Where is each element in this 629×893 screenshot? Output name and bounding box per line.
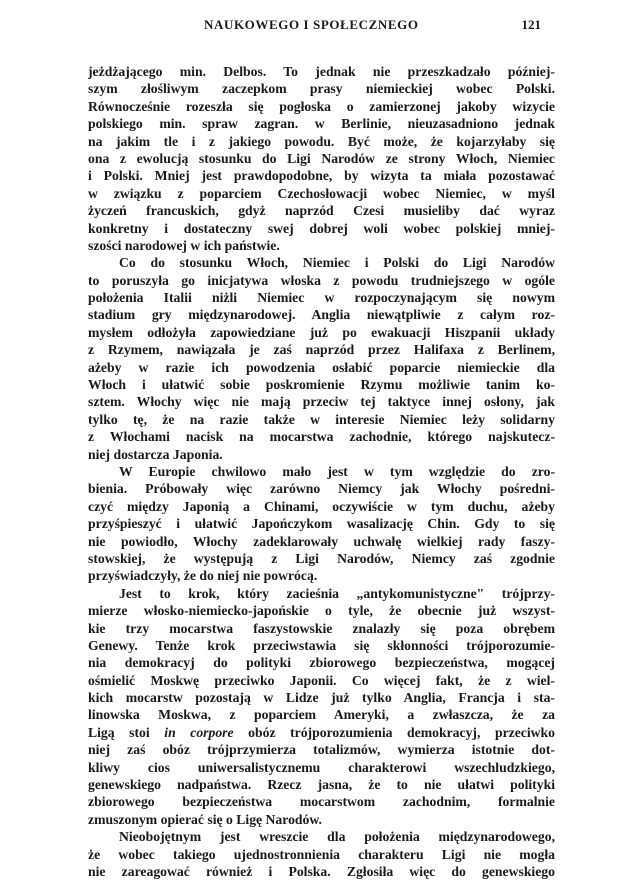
text-line: z Włochami nacisk na mocarstwa zachodnie, którego najskutecz-: [88, 429, 555, 445]
text-line: z Rzymem, nawiązała je zaś naprzód przez Halifaxa z Berlinem,: [88, 342, 555, 358]
paragraph: [88, 254, 555, 463]
text-line: nie powiodło, Włochy zadeklarowały uchwałę wielkiej rady faszy-: [88, 533, 555, 549]
text-line: mierze włosko-niemiecko-japońskie o tyle, że obecnie już wszyst-: [88, 603, 555, 619]
text-line: że wobec takiego ujednostronnienia charakteru Ligi nie mogła: [88, 846, 555, 862]
text-line: polskiego min. spraw zagran. w Berlinie, nieuzasadniono jednak: [88, 116, 555, 132]
body-text: [88, 63, 555, 880]
text-line: mysłem odłożyła zapowiedziane już po ewakuacji Hiszpanii układy: [88, 324, 555, 340]
paragraph: [88, 463, 555, 585]
text-line: niej zaś obóz trójprzymierza totalizmów, wymierza istotnie dot-: [88, 742, 555, 758]
text-line: nia demokracyj do polityki zbiorowego bezpieczeństwa, mogącej: [88, 655, 555, 671]
text-line: czyć między Japonią a Chinami, oczywiście w tym duchu, ażeby: [88, 498, 555, 514]
text-line: położenia Italii niżli Niemiec w rozpoczynającym się nowym: [88, 290, 555, 306]
text-line: Jest to krok, który zacieśnia „antykomunistyczne" trójprzy-: [119, 585, 555, 601]
text-line: Włoch i ułatwić sobie poskromienie Rzymu możliwie tanim ko-: [88, 377, 555, 393]
text-line: konkretny i dostateczny swej dobrej woli wobec polskiej mniej-: [88, 220, 555, 236]
paragraph: [88, 828, 555, 880]
text-line: ośmielić Moskwę przeciwko Japonii. Co więcej fakt, że z wiel-: [88, 672, 555, 688]
text-line: niej dostarcza Japonia.: [88, 446, 223, 462]
text-line: przyświadczyły, że do niej nie powrócą.: [88, 568, 318, 584]
running-header: [88, 17, 541, 37]
text-line: ażeby w razie ich powodzenia osłabić poparcie niemieckie dla: [88, 359, 555, 375]
text-line: szości narodowej w ich państwie.: [88, 237, 280, 253]
text-line: genewskiego nadpaństwa. Rzecz jasna, że to nie ułatwi polityki: [88, 777, 555, 793]
text-line: tylko tę, że na razie także w interesie Niemiec leży solidarny: [88, 411, 555, 427]
text-line: to poruszyła go inicjatywa włoska z powodu trudniejszego w ogóle: [88, 272, 555, 288]
text-line: Genewy. Tenże krok przeciwstawia się skłonności trójporozumie-: [88, 637, 555, 653]
text-line: W Europie chwilowo mało jest w tym względzie do zro-: [119, 463, 555, 479]
paragraph: [88, 63, 555, 254]
text-line: przyśpieszyć i ułatwić Japończykom wasalizację Chin. Gdy to się: [88, 516, 555, 532]
text-line: zmuszonym opierać się o Ligę Narodów.: [88, 811, 322, 827]
text-line: sztem. Włochy więc nie mają przeciw tej taktyce innej osłony, jak: [88, 394, 555, 410]
text-line: kie trzy mocarstwa faszystowskie znalazły się poza obrębem: [88, 620, 555, 636]
text-line: kliwy cios uniwersalistycznemu charakterowi wszechludzkiego,: [88, 759, 555, 775]
text-line: linowska Moskwa, z poparciem Ameryki, a zwłaszcza, że za: [88, 707, 555, 723]
text-line: stowskiej, że występują z Ligi Narodów, Niemcy zaś zgodnie: [88, 550, 555, 566]
text-line: życzeń francuskich, gdyż naprzód Czesi musieliby dać wyraz: [88, 203, 555, 219]
paragraph: [88, 585, 555, 828]
text-line: kich mocarstw pozostają w Lidze już tylko Anglia, Francja i sta-: [88, 690, 555, 706]
text-line: Nieobojętnym jest wreszcie dla położenia międzynarodowego,: [119, 829, 555, 845]
page-number: 121: [521, 17, 541, 32]
text-line: Równocześnie rozeszła się pogłoska o zamierzonej jakoby wizycie: [88, 98, 555, 114]
text-line: i Polski. Mniej jest prawdopodobne, by wizyta ta miała pozostawać: [88, 168, 555, 184]
text-line: ona z ewolucją stosunku do Ligi Narodów ze strony Włoch, Niemiec: [88, 150, 555, 166]
text-line: Ligą stoi in corpore obóz trójporozumienia demokracyj, przeciwko: [88, 724, 555, 740]
text-line: szym złośliwym zaczepkom prasy niemieckiej wobec Polski.: [88, 81, 555, 97]
text-line: w związku z poparciem Czechosłowacji wobec Niemiec, w myśl: [88, 185, 555, 201]
text-line: nie zareagować również i Polska. Zgłosiła więc do genewskiego: [88, 863, 555, 879]
text-line: zbiorowego bezpieczeństwa mocarstwom zachodnim, formalnie: [88, 794, 555, 810]
running-title: NAUKOWEGO I SPOŁECZNEGO: [204, 17, 419, 32]
text-line: bienia. Próbowały więc zarówno Niemcy jak Włochy pośredni-: [88, 481, 555, 497]
text-line: stadium gry międzynarodowej. Anglia niewątpliwie z całym roz-: [88, 307, 555, 323]
italic-phrase: in corpore: [164, 724, 234, 740]
text-line: na jakim tle i z jakiego powodu. Być może, że kojarzyłaby się: [88, 133, 555, 149]
text-line: jeżdżającego min. Delbos. To jednak nie przeszkadzało później-: [88, 64, 555, 79]
text-line: Co do stosunku Włoch, Niemiec i Polski do Ligi Narodów: [119, 255, 555, 271]
